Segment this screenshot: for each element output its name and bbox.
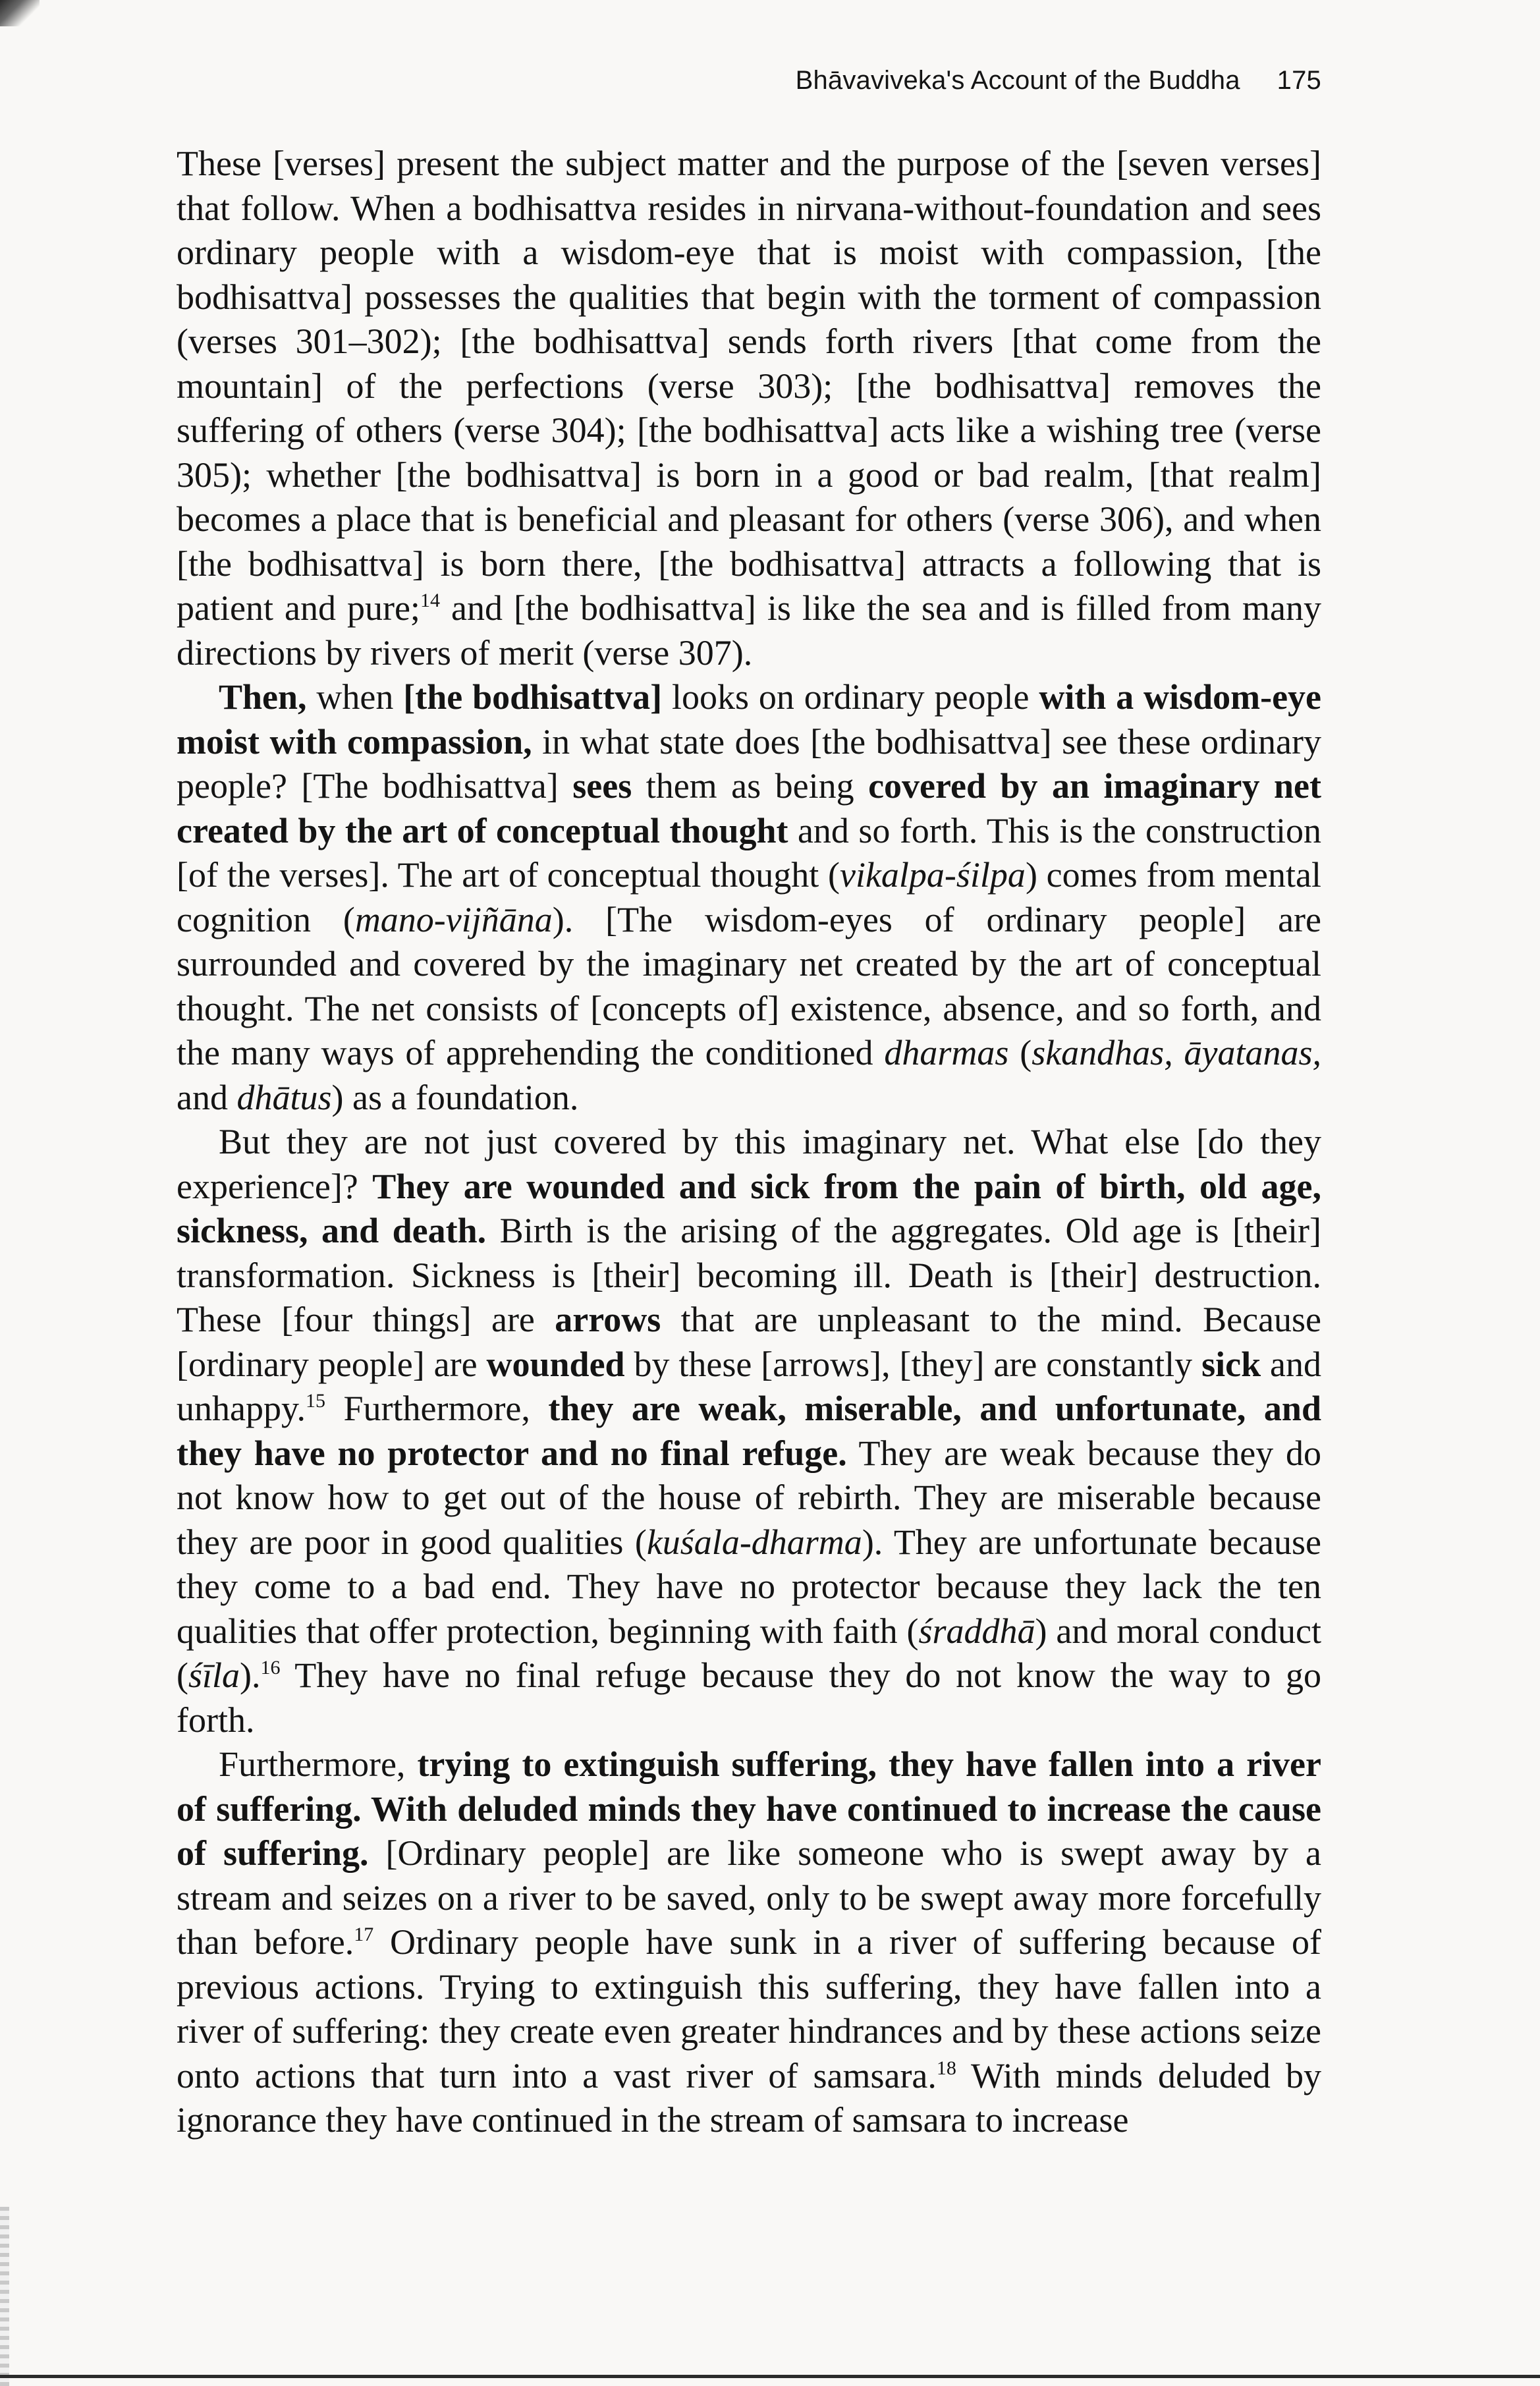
italic-term: mano-vijñāna: [354, 899, 553, 939]
text-run: and [the bodhisattva] is like the sea and is filled from many directions by rivers of merit (verse 307).: [177, 588, 1321, 673]
footnote-ref-16: 16: [260, 1657, 281, 1679]
text-run: Furthermore,: [219, 1744, 418, 1784]
text-run: (: [1008, 1033, 1032, 1072]
text-run: They are weak because they do not know how to get out of the house of rebirth. They are miserable because they are poor in good qualities (: [177, 1433, 1321, 1562]
bold-run: sees: [572, 766, 632, 806]
text-run: These [verses] present the subject matter and the purpose of the [seven verses] that follow. When a bodhisattva resides in nirvana-without-foundation and sees ordinary people with a wisdom-eye that is moist with compassion, [the bodhisattva] possesses the qualities that begin with the torment of compassion (verses 301–302); [the bodhisattva] sends forth rivers [that come from the mountain] of the perfections (verse 303); [the bodhisattva] removes the suffering of others (verse 304); [the bodhisattva] acts like a wishing tree (verse 305); whether [the bodhisattva] is born in a good or bad realm, [that realm] becomes a place that is beneficial and pleasant for others (verse 306), and when [the bodhisattva] is born there, [the bodhisattva] attracts a following that is patient and pure;: [177, 144, 1321, 628]
text-run: ). [The wisdom-eyes of ordinary people] are surrounded and covered by the imaginary net created by the art of conceptual thought. The net consists of [concepts of] existence, absence, and so forth, and the many ways of apprehending the conditioned: [177, 899, 1321, 1072]
text-run: and: [177, 1077, 237, 1117]
bold-run: They are wounded and sick from the pain of birth, old age, sickness, and death.: [177, 1166, 1321, 1250]
body-text: [177, 142, 1321, 2143]
bold-run: Then,: [219, 677, 307, 717]
text-run: by these [arrows], [they] are constantly: [624, 1344, 1202, 1384]
text-run: Furthermore,: [325, 1389, 549, 1428]
page-bottom-edge: [0, 2375, 1540, 2378]
text-run: ). They are unfortunate because they come to a bad end. They have no protector because they lack the ten qualities that offer protection, beginning with faith (: [177, 1522, 1321, 1651]
text-run: But they are not just covered by this imaginary net. What else [do they experience]?: [177, 1122, 1321, 1206]
scan-shadow-corner: [0, 0, 40, 26]
italic-term: dharmas: [884, 1033, 1009, 1072]
text-run: when: [306, 677, 404, 717]
italic-term: śīla: [188, 1655, 240, 1695]
page-number: 175: [1277, 66, 1321, 95]
scan-edge-mark: [0, 2207, 9, 2386]
text-run: in what state does [the bodhisattva] see these ordinary people? [The bodhisattva]: [177, 721, 1321, 806]
text-run: Ordinary people have sunk in a river of suffering because of previous actions. Trying to extinguish this suffering, they have fallen into a river of suffering: they create even greater hindrances and by these actions seize onto actions that turn into a vast river of samsara.: [177, 1922, 1321, 2095]
footnote-ref-14: 14: [420, 590, 440, 611]
paragraph-4: [177, 1742, 1321, 2143]
bold-run: sick: [1201, 1344, 1261, 1384]
italic-term: śraddhā: [918, 1611, 1035, 1651]
text-run: ) and moral conduct (: [177, 1611, 1321, 1695]
bold-run: wounded: [486, 1344, 625, 1384]
text-run: ) as a foundation.: [331, 1077, 579, 1117]
text-run: With minds deluded by ignorance they have continued in the stream of samsara to increase: [177, 2055, 1322, 2140]
footnote-ref-17: 17: [354, 1924, 374, 1945]
bold-run: arrows: [555, 1300, 661, 1339]
italic-term: dhātus: [236, 1077, 332, 1117]
running-head: [796, 66, 1321, 96]
paragraph-3: [177, 1120, 1321, 1742]
bold-run: [the bodhisattva]: [403, 677, 663, 717]
text-run: [Ordinary people] are like someone who is swept away by a stream and seizes on a river to be saved, only to be swept away more forcefully than before.: [177, 1833, 1322, 1962]
bold-run: trying to extinguish suffering, they have fallen into a river of suffering. With deluded minds they have continued to increase the cause of suffering.: [177, 1744, 1321, 1873]
paragraph-1: [177, 142, 1321, 675]
text-run: and so forth. This is the construction [of the verses]. The art of conceptual thought (: [177, 810, 1321, 895]
text-run: ) comes from mental cognition (: [177, 855, 1321, 939]
text-run: ).: [240, 1655, 261, 1695]
italic-term: kuśala-dharma: [646, 1522, 862, 1562]
text-run: looks on ordinary people: [662, 677, 1039, 717]
running-head-title: Bhāvaviveka's Account of the Buddha: [795, 66, 1240, 95]
footnote-ref-15: 15: [305, 1390, 325, 1412]
text-run: and unhappy.: [177, 1344, 1321, 1428]
bold-run: with a wisdom-eye moist with compassion,: [177, 677, 1322, 762]
text-run: They have no final refuge because they do not know the way to go forth.: [177, 1655, 1321, 1740]
text-run: them as being: [632, 766, 869, 806]
bold-run: covered by an imaginary net created by the art of conceptual thought: [177, 766, 1321, 850]
bold-run: they are weak, miserable, and unfortunate, and they have no protector and no final refuge.: [177, 1389, 1321, 1473]
italic-term: vikalpa-śilpa: [839, 855, 1026, 895]
italic-term: skandhas, āyatanas,: [1031, 1033, 1321, 1072]
footnote-ref-18: 18: [936, 2057, 956, 2079]
text-run: that are unpleasant to the mind. Because [ordinary people] are: [177, 1300, 1321, 1384]
text-run: Birth is the arising of the aggregates. Old age is [their] transformation. Sickness is [their] becoming ill. Death is [their] destruction. These [four things] are: [177, 1211, 1321, 1339]
paragraph-2: [177, 675, 1321, 1120]
